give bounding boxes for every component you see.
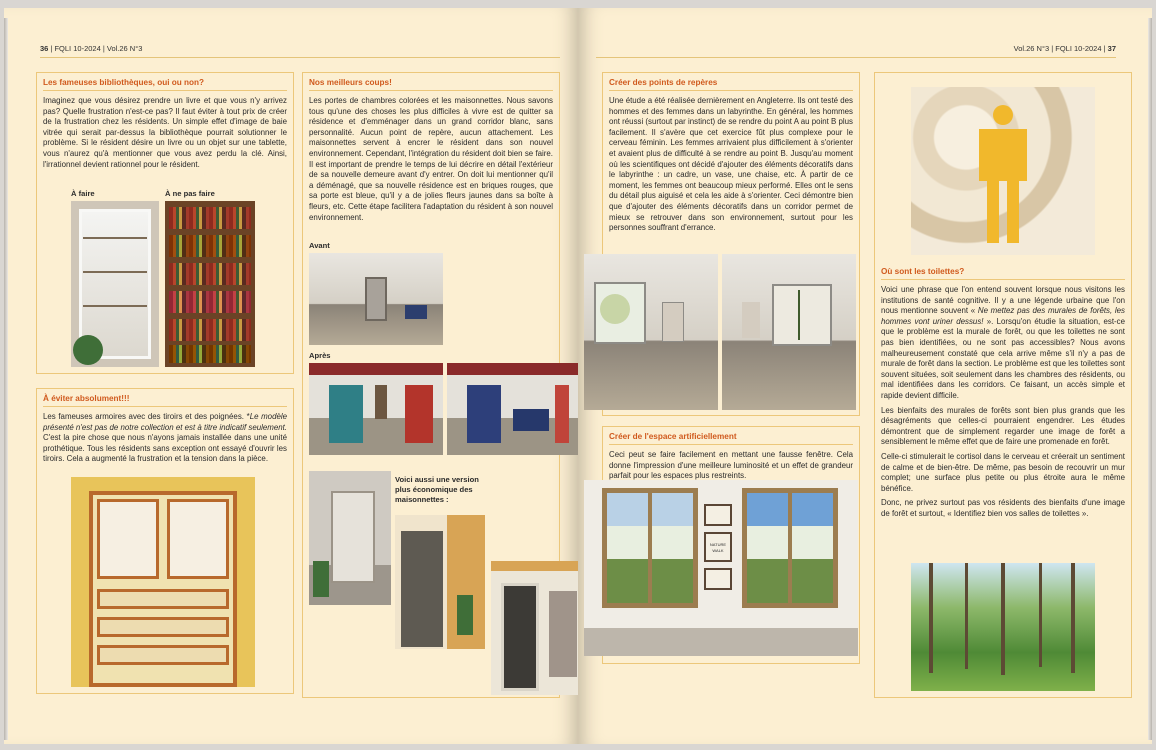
section-body: Une étude a été réalisée dernièrement en Angleterre. Ils ont testé des hommes et des femmes dans un labyrinthe. En général, les hommes ont réussi (surtout par instinct) de se rendre du point A au point B plus facilement. Il s'avère que cet exercice fût plus complexe pour le cerveau féminin. Les femmes arrivaient plus difficilement à s'orienter et avaient plus de difficulté à se rendre au point B. Jusqu'au moment où les scientifiques ont décidé d'ajouter des éléments décoratifs dans le labyrinthe : un cadre, un vase, une chaise, etc. À partir de ce moment, les femmes ont beaucoup mieux performé. Elles ont le sens du détail plus aiguisé et cela les aide à s'orienter. Ceci démontre bien que d'ajouter des éléments décoratifs dans un corridor permet de mieux se retrouver dans son environnement, surtout pour les personnes souffrant d'errance. <box>609 96 853 233</box>
section-title: Où sont les toilettes? <box>881 267 1125 280</box>
right-page <box>578 8 1152 744</box>
section-body: Les portes de chambres colorées et les maisonnettes. Nous savons tous qu'une des choses les plus difficiles à vivre est de quitter sa résidence et d'emménager dans un grand corridor blanc, sans personnalité. Aucun point de repère, aucun attachement. Les maisonnettes servent à encrer le résident dans son nouvel environnement. Cependant, l'intégration du résident doit bien se faire. Il est important de prendre le temps de lui décrire en détail l'extérieur de sa nouvelle demeure avant d'y entrer. On doit lui mentionner qu'il a déménagé, que sa nouvelle résidence est en briques rouges, que sa porte est bleue, qu'il y a de jolies fleurs jaunes dans sa boîte à fleurs, etc. Cette étape facilitera l'adaptation du résident à son nouvel environnement. <box>309 96 553 222</box>
decor-hallway-image-2 <box>722 254 856 410</box>
framed-sign: NATURE WALK <box>704 532 732 562</box>
section-body: Ceci peut se faire facilement en mettant une fausse fenêtre. Cela donne l'impression d'une meilleure luminosité et un effet de grandeur parfait pour les espaces plus restreints. <box>609 450 853 481</box>
before-hallway-image <box>309 253 443 345</box>
section-body: Celle-ci stimulerait le cortisol dans le cerveau et créerait un sentiment de calme et de bien-être. De même, pas besoin de recouvrir un mur complet; une surface plus petite ou plus étroite aura le même bénéfice. <box>881 451 1125 493</box>
section-body: Les bienfaits des murales de forêts sont bien plus grands que les désagréments que celles-ci pourraient engendrer. Les études démontrent que de simplement regarder une image de forêt a sensiblement le même effet que de faire une promenade en forêt. <box>881 405 1125 447</box>
section-body: Voici une phrase que l'on entend souvent lorsque nous visitons les institutions de santé cognitive. Il y a une légende urbaine que l'on nous mentionne souvent « Ne mettez pas des murales de forêts, les hommes vont uriner dessus! ». Lorsqu'on étudie la situation, est-ce que le problème est la murale de forêt, ou que les toilettes ne sont pas bien identifiées, ou ne sont pas accessibles? Nous avons malheureusement constaté que cela arrive même s'il n'y a pas de murale de forêt dans la section. Le problème est que les toilettes sont souvent situées, soit seulement dans les chambres des résidents, ou mal identifiées dans les corridors. Ce faisant, un accès simple et rapide devient difficile. <box>881 285 1125 400</box>
real-bookshelf-image <box>165 201 255 367</box>
toilet-figure-icon <box>993 105 1013 125</box>
left-page <box>4 8 578 744</box>
section-body: Imaginez que vous désirez prendre un livre et que vous n'y arrivez pas? Quelle frustration n'est-ce pas? Il faut éviter à tout prix de créer de la frustration chez les résidents. Un simple effet d'image de baie vitrée qui serait par-dessus la bibliothèque pourrait solutionner le problème. Si le résident désire un livre ou un objet sur une tablette, vous n'aurez qu'à mentionner que vous avez perdu la clé. Ainsi, l'irrationnel devient rationnel pour le résident. <box>43 96 287 169</box>
magazine-spread <box>4 8 1152 744</box>
caption-dont: À ne pas faire <box>165 189 215 198</box>
caption-before: Avant <box>309 241 330 250</box>
cabinet-mural-image <box>71 477 255 687</box>
section-eviter <box>36 388 294 694</box>
left-folio: 36 | FQLI 10-2024 | Vol.26 N°3 <box>40 44 143 53</box>
window-bookshelf-image <box>71 201 159 367</box>
section-title: Les fameuses bibliothèques, oui ou non? <box>43 78 287 91</box>
section-toilettes <box>874 72 1132 698</box>
toilet-sign-image <box>911 87 1095 255</box>
fake-window-image <box>584 480 858 656</box>
section-title: Créer des points de repères <box>609 78 853 91</box>
section-title: Créer de l'espace artificiellement <box>609 432 853 445</box>
right-folio: Vol.26 N°3 | FQLI 10-2024 | 37 <box>1013 44 1116 53</box>
section-body: Les fameuses armoires avec des tiroirs et des poignées. *Le modèle présenté n'est pas de notre collection et est à titre indicatif seulement. C'est la pire chose que nous n'ayons jamais installée dans une unité prothétique. Tous les résidents sans exception ont essayé d'ouvrir les tiroirs. Cela a augmenté la frustration et la tension dans la pièce. <box>43 412 287 464</box>
forest-image <box>911 563 1095 691</box>
section-title: Nos meilleurs coups! <box>309 78 553 91</box>
after-houses-image-2 <box>447 363 578 455</box>
after-houses-image-1 <box>309 363 443 455</box>
caption-do: À faire <box>71 189 95 198</box>
section-body: Donc, ne privez surtout pas vos résidents des bienfaits d'une image de forêt et surtout, « Identifiez bien vos salles de toilettes ». <box>881 498 1125 518</box>
eco-house-image-2 <box>395 515 485 649</box>
caption-after: Après <box>309 351 331 360</box>
decor-hallway-image-1 <box>584 254 718 410</box>
section-title: À éviter absolument!!! <box>43 394 287 407</box>
eco-house-image-1 <box>309 471 391 605</box>
caption-eco: Voici aussi une version plus économique des maisonnettes : <box>395 475 479 504</box>
section-meilleurs-coups <box>302 72 560 698</box>
section-bibliotheques <box>36 72 294 374</box>
eco-house-image-3 <box>491 561 578 695</box>
